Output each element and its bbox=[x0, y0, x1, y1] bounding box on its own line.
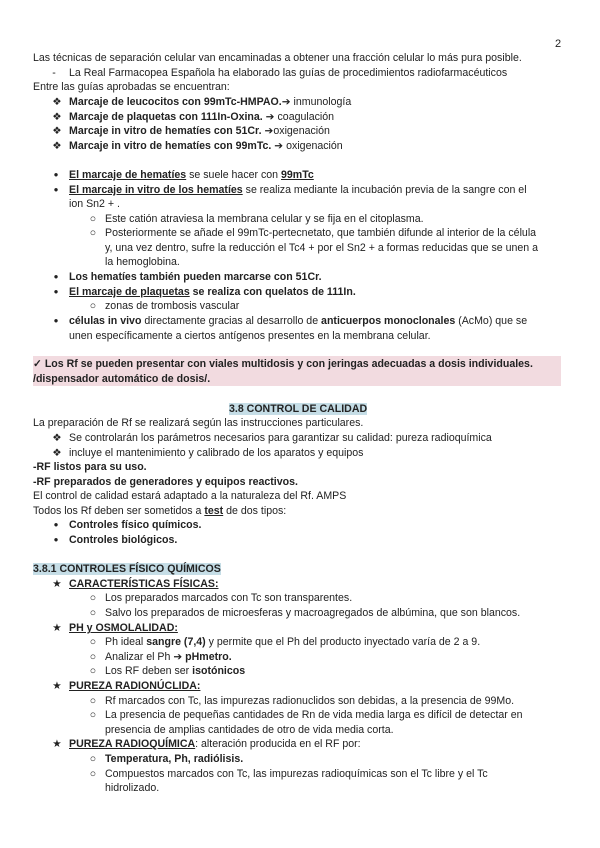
circle-icon: ○ bbox=[89, 753, 97, 765]
circle-icon: ○ bbox=[89, 651, 97, 663]
paragraph: La preparación de Rf se realizará según las instrucciones particulares. bbox=[33, 417, 364, 429]
sub-item: Posteriormente se añade el 99mTc-pertecnetato, que también difunde al interior de la célula bbox=[105, 227, 537, 239]
paragraph: El control de calidad estará adaptado a la naturaleza del Rf. AMPS bbox=[33, 490, 347, 502]
sub-item: Este catión atraviesa la membrana celular y se fija en el citoplasma. bbox=[105, 213, 424, 225]
diamond-icon: ❖ bbox=[52, 140, 62, 152]
star-icon: ★ bbox=[52, 738, 62, 750]
intro-line-3: Entre las guías aprobadas se encuentran: bbox=[33, 81, 230, 93]
guia-item-2: Marcaje de plaquetas con 111In-Oxina. ➔ coagulación bbox=[69, 111, 335, 123]
subsection-heading: CARACTERÍSTICAS FÍSICAS: bbox=[69, 578, 219, 590]
dash-marker: - bbox=[52, 67, 56, 79]
bullet-icon: ● bbox=[53, 535, 59, 544]
bullet-51cr: Los hematíes también pueden marcarse con 51Cr. bbox=[69, 271, 322, 283]
circle-icon: ○ bbox=[89, 695, 97, 707]
circle-icon: ○ bbox=[89, 592, 97, 604]
intro-line-2: La Real Farmacopea Española ha elaborado las guías de procedimientos radiofarmacéuticos bbox=[69, 67, 508, 79]
guia-item-4: Marcaje in vitro de hematíes con 99mTc. ➔ oxigenación bbox=[69, 140, 343, 152]
bullet-icon: ● bbox=[53, 287, 59, 296]
bullet-invitro-2: ion Sn2 + . bbox=[69, 198, 120, 210]
sub-item: Ph ideal sangre (7,4) y permite que el Ph del producto inyectado varía de 2 a 9. bbox=[105, 636, 481, 648]
subsection-heading: PH y OSMOLALIDAD: bbox=[69, 622, 178, 634]
bullet-invivo-1: células in vivo directamente gracias al desarrollo de anticuerpos monoclonales (AcMo) que se bbox=[69, 315, 528, 327]
sub-item: Analizar el Ph ➔ pHmetro. bbox=[105, 651, 232, 663]
diamond-icon: ❖ bbox=[52, 432, 62, 444]
bullet-icon: ● bbox=[53, 185, 59, 194]
highlight-line-2: /dispensador automático de dosis/. bbox=[33, 373, 211, 385]
bullet-icon: ● bbox=[53, 316, 59, 325]
diamond-item: Se controlarán los parámetros necesarios para garantizar su calidad: pureza radioquímica bbox=[69, 432, 492, 444]
rf-type-2: -RF preparados de generadores y equipos reactivos. bbox=[33, 476, 298, 488]
star-icon: ★ bbox=[52, 622, 62, 634]
star-icon: ★ bbox=[52, 578, 62, 590]
sub-item: Los RF deben ser isotónicos bbox=[105, 665, 246, 677]
sub-item: Temperatura, Ph, radiólisis. bbox=[105, 753, 244, 765]
bullet-icon: ● bbox=[53, 272, 59, 281]
star-icon: ★ bbox=[52, 680, 62, 692]
paragraph: Todos los Rf deben ser sometidos a test de dos tipos: bbox=[33, 505, 287, 517]
bullet-invivo-2: unen específicamente a ciertos antígenos presentes en la membrana celular. bbox=[69, 330, 431, 342]
diamond-item: incluye el mantenimiento y calibrado de los aparatos y equipos bbox=[69, 447, 364, 459]
highlight-line-1: ✓ Los Rf se pueden presentar con viales multidosis y con jeringas adecuadas a dosis individuales. bbox=[33, 358, 533, 370]
bullet-icon: ● bbox=[53, 520, 59, 529]
bullet-hematies: El marcaje de hematíes se suele hacer con 99mTc bbox=[69, 169, 314, 181]
sub-item-cont: presencia de amplias cantidades de otro de vida media corta. bbox=[105, 724, 394, 736]
bullet-plaquetas: El marcaje de plaquetas se realiza con quelatos de 111In. bbox=[69, 286, 356, 298]
sub-item: Rf marcados con Tc, las impurezas radionuclidos son debidas, a la presencia de 99Mo. bbox=[105, 695, 515, 707]
diamond-icon: ❖ bbox=[52, 111, 62, 123]
sub-item-cont: y, una vez dentro, sufre la reducción el Tc4 + por el Sn2 + a formas reducidas que se unen a bbox=[105, 242, 539, 254]
circle-icon: ○ bbox=[89, 607, 97, 619]
sub-item: Salvo los preparados de microesferas y macroagregados de albúmina, que son blancos. bbox=[105, 607, 521, 619]
circle-icon: ○ bbox=[89, 709, 97, 721]
page-number: 2 bbox=[555, 38, 562, 50]
intro-line-1: Las técnicas de separación celular van encaminadas a obtener una fracción celular lo más pura posible. bbox=[33, 52, 522, 64]
rf-type-1: -RF listos para su uso. bbox=[33, 461, 147, 473]
circle-icon: ○ bbox=[89, 300, 97, 312]
circle-icon: ○ bbox=[89, 665, 97, 677]
circle-icon: ○ bbox=[89, 213, 97, 225]
section-title-3-8: 3.8 CONTROL DE CALIDAD bbox=[229, 403, 368, 415]
bullet-icon: ● bbox=[53, 170, 59, 179]
sub-item-cont: la hemoglobina. bbox=[105, 256, 180, 268]
sub-item: Los preparados marcados con Tc son transparentes. bbox=[105, 592, 353, 604]
diamond-icon: ❖ bbox=[52, 96, 62, 108]
sub-item: zonas de trombosis vascular bbox=[105, 300, 240, 312]
test-type-1: Controles físico químicos. bbox=[69, 519, 202, 531]
sub-item: Compuestos marcados con Tc, las impurezas radioquímicas son el Tc libre y el Tc bbox=[105, 768, 488, 780]
test-type-2: Controles biológicos. bbox=[69, 534, 178, 546]
section-title-3-8-1: 3.8.1 CONTROLES FÍSICO QUÍMICOS bbox=[33, 563, 221, 575]
sub-item: La presencia de pequeñas cantidades de Rn de vida media larga es difícil de detectar en bbox=[105, 709, 523, 721]
guia-item-1: Marcaje de leucocitos con 99mTc-HMPAO.➔ inmunología bbox=[69, 96, 352, 108]
circle-icon: ○ bbox=[89, 636, 97, 648]
subsection-heading: PUREZA RADIOQUÍMICA: alteración producida en el RF por: bbox=[69, 738, 361, 750]
bullet-invitro-1: El marcaje in vitro de los hematíes se realiza mediante la incubación previa de la sangre con el bbox=[69, 184, 527, 196]
circle-icon: ○ bbox=[89, 227, 97, 239]
subsection-heading: PUREZA RADIONÚCLIDA: bbox=[69, 680, 201, 692]
circle-icon: ○ bbox=[89, 768, 97, 780]
guia-item-3: Marcaje in vitro de hematíes con 51Cr. ➔oxigenación bbox=[69, 125, 330, 137]
diamond-icon: ❖ bbox=[52, 125, 62, 137]
diamond-icon: ❖ bbox=[52, 447, 62, 459]
sub-item-cont: hidrolizado. bbox=[105, 782, 160, 794]
